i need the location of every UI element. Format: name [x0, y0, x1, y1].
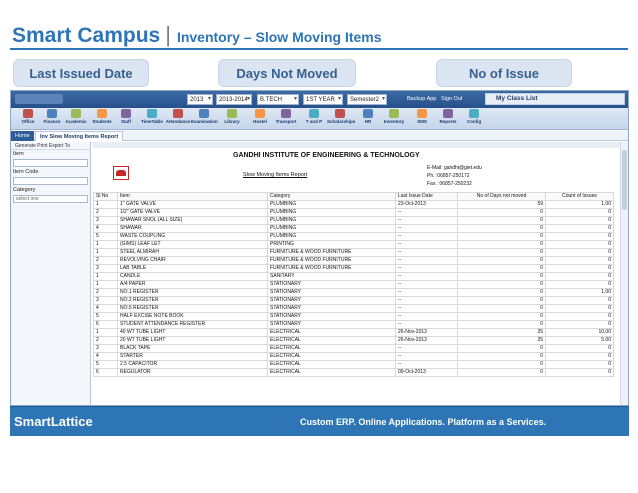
cell-item: 20 WT TUBE LIGHT: [118, 337, 268, 345]
tandp-icon: [309, 109, 319, 118]
cell-count-of-issues: 0: [546, 249, 614, 257]
cell-category: PLUMBING: [268, 201, 396, 209]
cell-item: WASTE COUPLING: [118, 233, 268, 241]
cell-days-not-moved: 0: [458, 233, 546, 241]
finance-icon: [47, 109, 57, 118]
hostel-icon: [255, 109, 265, 118]
cell-sl-no: 6: [94, 321, 118, 329]
hr-icon: [363, 109, 373, 118]
table-row: [94, 361, 614, 369]
cell-category: ELECTRICAL: [268, 345, 396, 353]
session-select[interactable]: 2013-2014 ▾: [216, 94, 252, 105]
cell-days-not-moved: 59: [458, 201, 546, 209]
cell-last-issue-date: --: [396, 257, 458, 265]
sign-out-button[interactable]: Sign Out: [441, 96, 463, 102]
cell-last-issue-date: --: [396, 209, 458, 217]
footer-brand: SmartLattice: [14, 414, 93, 429]
table-row: [94, 353, 614, 361]
vertical-scrollbar[interactable]: [620, 142, 628, 406]
cell-category: STATIONARY: [268, 281, 396, 289]
cell-sl-no: 1: [94, 201, 118, 209]
cell-last-issue-date: --: [396, 353, 458, 361]
cell-last-issue-date: --: [396, 305, 458, 313]
report-toolbar: [93, 142, 621, 148]
cell-count-of-issues: 0: [546, 209, 614, 217]
table-row: [94, 257, 614, 265]
attendance-icon: [173, 109, 183, 118]
cell-sl-no: 5: [94, 313, 118, 321]
filter-sidebar: [11, 142, 91, 406]
toolbar-attendance-button[interactable]: [165, 109, 191, 129]
toolbar-label: Library: [224, 119, 240, 124]
cell-item: 1" GATE VALVE: [118, 201, 268, 209]
cell-category: ELECTRICAL: [268, 369, 396, 377]
toolbar-academic-button[interactable]: [63, 109, 89, 129]
contact-email: E-Mail: gandhi@giet.edu: [427, 165, 482, 171]
tab-strip: [11, 131, 629, 141]
item-label: Item: [13, 151, 24, 157]
cell-item: HALF EXCISE NOTE BOOK: [118, 313, 268, 321]
title-separator: |: [165, 22, 171, 47]
toolbar-label: Students: [92, 119, 112, 124]
table-row: [94, 209, 614, 217]
office-icon: [23, 109, 33, 118]
cell-count-of-issues: 5.00: [546, 337, 614, 345]
table-row: [94, 289, 614, 297]
toolbar-label: Hostel: [253, 119, 267, 124]
cell-last-issue-date: --: [396, 225, 458, 233]
category-label: Category: [13, 187, 36, 193]
cell-category: STATIONARY: [268, 297, 396, 305]
toolbar-hr-button[interactable]: [355, 109, 381, 129]
cell-sl-no: 1: [94, 273, 118, 281]
cell-count-of-issues: 0: [546, 273, 614, 281]
table-row: [94, 329, 614, 337]
cell-item: STUDENT ATTENDANCE REGISTER: [118, 321, 268, 329]
cell-sl-no: 2: [94, 257, 118, 265]
toolbar-label: TimeTable: [141, 119, 163, 124]
cell-count-of-issues: 0: [546, 313, 614, 321]
semester-select[interactable]: Semester2 ▾: [347, 94, 387, 105]
table-row: [94, 249, 614, 257]
cell-item: BLACK TAPE: [118, 345, 268, 353]
app-logo: [15, 94, 63, 104]
cell-days-not-moved: 0: [458, 241, 546, 249]
toolbar-staff-button[interactable]: [113, 109, 139, 129]
cell-count-of-issues: 0: [546, 281, 614, 289]
sms-icon: [417, 109, 427, 118]
cell-item: SHAWAR: [118, 225, 268, 233]
col-category: Category: [268, 193, 396, 201]
cell-days-not-moved: 0: [458, 257, 546, 265]
reports-icon: [443, 109, 453, 118]
tab-slow-moving-report[interactable]: Inv Slow Moving Items Report: [35, 131, 123, 141]
cell-count-of-issues: 0: [546, 265, 614, 273]
cell-last-issue-date: --: [396, 345, 458, 353]
col-item: Item: [118, 193, 268, 201]
table-row: [94, 281, 614, 289]
item-code-input[interactable]: [13, 177, 88, 185]
cell-last-issue-date: --: [396, 361, 458, 369]
item-code-label: Item Code: [13, 169, 39, 175]
cell-last-issue-date: --: [396, 265, 458, 273]
cell-item: 1/2" GATE VALVE: [118, 209, 268, 217]
table-header-row: [94, 193, 614, 201]
cell-item: CANDLE: [118, 273, 268, 281]
toolbar-label: Office: [21, 119, 35, 124]
institute-logo-icon: [113, 166, 129, 180]
academic-icon: [71, 109, 81, 118]
my-class-list[interactable]: My Class List: [485, 93, 625, 105]
cell-count-of-issues: 0: [546, 241, 614, 249]
scholarships-icon: [335, 109, 345, 118]
cell-category: ELECTRICAL: [268, 353, 396, 361]
cell-item: NO.2 REGISTER: [118, 297, 268, 305]
cell-days-not-moved: 0: [458, 273, 546, 281]
cell-days-not-moved: 0: [458, 249, 546, 257]
header-divider: [10, 48, 628, 50]
toolbar-office-button[interactable]: [15, 109, 41, 129]
inventory-icon: [389, 109, 399, 118]
cell-item: 2.5 CAPACITOR: [118, 361, 268, 369]
cell-last-issue-date: --: [396, 273, 458, 281]
table-row: [94, 265, 614, 273]
footer-tagline: Custom ERP. Online Applications. Platform as a Services.: [300, 417, 547, 427]
cell-item: STARTER: [118, 353, 268, 361]
cell-last-issue-date: --: [396, 249, 458, 257]
cell-sl-no: 1: [94, 281, 118, 289]
cell-count-of-issues: 0: [546, 217, 614, 225]
cell-category: ELECTRICAL: [268, 337, 396, 345]
cell-last-issue-date: --: [396, 313, 458, 321]
cell-count-of-issues: 0: [546, 345, 614, 353]
cell-days-not-moved: 0: [458, 305, 546, 313]
cell-sl-no: 5: [94, 361, 118, 369]
toolbar-students-button[interactable]: [89, 109, 115, 129]
table-row: [94, 305, 614, 313]
toolbar-label: Examination: [191, 119, 218, 124]
cell-days-not-moved: 0: [458, 209, 546, 217]
cell-category: STATIONARY: [268, 321, 396, 329]
cell-count-of-issues: 0: [546, 297, 614, 305]
cell-item: NO.1 REGISTER: [118, 289, 268, 297]
cell-count-of-issues: 1.00: [546, 201, 614, 209]
report-title: Slow Moving Items Report: [243, 172, 308, 178]
toolbar-label: Finance: [43, 119, 61, 124]
cell-days-not-moved: 0: [458, 345, 546, 353]
institute-name: GANDHI INSTITUTE OF ENGINEERING & TECHNOLOGY: [233, 152, 420, 159]
examination-icon: [199, 109, 209, 118]
col-days-not-moved: No of Days not moved: [458, 193, 546, 201]
cell-sl-no: 1: [94, 249, 118, 257]
cell-sl-no: 2: [94, 289, 118, 297]
page-subtitle: Inventory – Slow Moving Items: [176, 29, 382, 45]
contact-phone: Ph. :06857-250172: [427, 173, 470, 179]
cell-count-of-issues: 0: [546, 225, 614, 233]
cell-days-not-moved: 0: [458, 321, 546, 329]
library-icon: [227, 109, 237, 118]
cell-last-issue-date: --: [396, 321, 458, 329]
cell-category: PLUMBING: [268, 209, 396, 217]
cell-category: PLUMBING: [268, 217, 396, 225]
cell-item: (GIMS) LEAF LET: [118, 241, 268, 249]
cell-sl-no: 6: [94, 369, 118, 377]
toolbar-transport-button[interactable]: [273, 109, 299, 129]
module-toolbar: [11, 108, 629, 130]
app-topbar: [11, 91, 629, 108]
cell-sl-no: 3: [94, 265, 118, 273]
toolbar-library-button[interactable]: [219, 109, 245, 129]
brand-title: Smart Campus: [12, 24, 161, 47]
cell-count-of-issues: 0: [546, 257, 614, 265]
cell-days-not-moved: 25: [458, 337, 546, 345]
cell-sl-no: 3: [94, 217, 118, 225]
contact-fax: Fax. :06857-250232: [427, 181, 472, 187]
cell-count-of-issues: 0: [546, 233, 614, 241]
tab-home[interactable]: Home: [11, 131, 34, 141]
toolbar-label: Transport: [275, 119, 297, 124]
toolbar-label: Staff: [121, 119, 131, 124]
app-screenshot: [10, 90, 629, 406]
col-count-of-issues: Count of Issues: [546, 193, 614, 201]
cell-last-issue-date: --: [396, 233, 458, 241]
toolbar-label: Inventory: [383, 119, 405, 124]
transport-icon: [281, 109, 291, 118]
cell-last-issue-date: 23-Oct-2013: [396, 201, 458, 209]
table-row: [94, 201, 614, 209]
cell-days-not-moved: 0: [458, 297, 546, 305]
timetable-icon: [147, 109, 157, 118]
table-row: [94, 297, 614, 305]
pill-no-of-issue: No of Issue: [436, 59, 572, 87]
cell-category: PLUMBING: [268, 225, 396, 233]
cell-days-not-moved: 0: [458, 313, 546, 321]
slide-header: [12, 22, 382, 50]
table-row: [94, 273, 614, 281]
cell-days-not-moved: 0: [458, 281, 546, 289]
toolbar-label: Reports: [439, 119, 457, 124]
cell-last-issue-date: --: [396, 281, 458, 289]
cell-days-not-moved: 25: [458, 329, 546, 337]
cell-last-issue-date: --: [396, 241, 458, 249]
toolbar-tandp-button[interactable]: [301, 109, 327, 129]
cell-last-issue-date: 26-Nov-2013: [396, 337, 458, 345]
table-row: [94, 369, 614, 377]
cell-category: SANITARY: [268, 273, 396, 281]
toolbar-timetable-button[interactable]: [139, 109, 165, 129]
toolbar-inventory-button[interactable]: [381, 109, 407, 129]
scroll-thumb[interactable]: [622, 150, 627, 210]
toolbar-label: SMS: [417, 119, 427, 124]
cell-item: SHAWAR SNOL (ALL SIZE): [118, 217, 268, 225]
cell-count-of-issues: 0: [546, 353, 614, 361]
cell-sl-no: 2: [94, 337, 118, 345]
toolbar-config-button[interactable]: [461, 109, 487, 129]
toolbar-label: Attendance: [165, 119, 191, 124]
backup-app-button[interactable]: Backup App: [407, 96, 437, 102]
report-viewer: [93, 142, 621, 406]
table-row: [94, 345, 614, 353]
cell-sl-no: 4: [94, 353, 118, 361]
cell-last-issue-date: --: [396, 289, 458, 297]
cell-sl-no: 4: [94, 305, 118, 313]
cell-category: ELECTRICAL: [268, 329, 396, 337]
toolbar-examination-button[interactable]: [191, 109, 217, 129]
toolbar-hostel-button[interactable]: [247, 109, 273, 129]
toolbar-label: Config: [466, 119, 482, 124]
students-icon: [97, 109, 107, 118]
cell-item: REGULATOR: [118, 369, 268, 377]
cell-days-not-moved: 0: [458, 217, 546, 225]
year-level-select[interactable]: 1ST YEAR ▾: [303, 94, 343, 105]
pill-last-issued-date: Last Issued Date: [13, 59, 149, 87]
cell-category: PLUMBING: [268, 233, 396, 241]
cell-item: REVOLVING CHAIR: [118, 257, 268, 265]
cell-last-issue-date: --: [396, 297, 458, 305]
year-select[interactable]: 2013 ▾: [187, 94, 213, 105]
cell-last-issue-date: 09-Oct-2013: [396, 369, 458, 377]
cell-days-not-moved: 0: [458, 225, 546, 233]
cell-sl-no: 4: [94, 225, 118, 233]
cell-sl-no: 2: [94, 209, 118, 217]
table-row: [94, 337, 614, 345]
slow-moving-items-table: [93, 192, 614, 377]
cell-count-of-issues: 0: [546, 305, 614, 313]
cell-days-not-moved: 0: [458, 369, 546, 377]
cell-item: LAB TABLE: [118, 265, 268, 273]
staff-icon: [121, 109, 131, 118]
cell-count-of-issues: 0: [546, 361, 614, 369]
cell-days-not-moved: 0: [458, 361, 546, 369]
cell-category: FURNITURE & WOOD FURNITURE: [268, 265, 396, 273]
toolbar-sms-button[interactable]: [409, 109, 435, 129]
table-row: [94, 217, 614, 225]
col-last-issue-date: Last Issue Date: [396, 193, 458, 201]
cell-sl-no: 3: [94, 345, 118, 353]
toolbar-finance-button[interactable]: [39, 109, 65, 129]
table-row: [94, 233, 614, 241]
cell-category: FURNITURE & WOOD FURNITURE: [268, 257, 396, 265]
cell-days-not-moved: 0: [458, 265, 546, 273]
category-select[interactable]: select one: [13, 195, 88, 203]
cell-days-not-moved: 0: [458, 289, 546, 297]
contact-block: [427, 164, 482, 188]
toolbar-scholarships-button[interactable]: [327, 109, 356, 129]
toolbar-reports-button[interactable]: [435, 109, 461, 129]
cell-count-of-issues: 1.00: [546, 289, 614, 297]
cell-count-of-issues: 10.00: [546, 329, 614, 337]
toolbar-label: Scholarships: [327, 119, 356, 124]
col-sl-no: Sl No: [94, 193, 118, 201]
cell-days-not-moved: 0: [458, 353, 546, 361]
cell-category: PRINTING: [268, 241, 396, 249]
pill-days-not-moved: Days Not Moved: [218, 59, 356, 87]
table-row: [94, 313, 614, 321]
cell-category: ELECTRICAL: [268, 361, 396, 369]
toolbar-label: Academic: [65, 119, 87, 124]
cell-last-issue-date: 26-Nov-2013: [396, 329, 458, 337]
toolbar-label: T and P: [305, 119, 323, 124]
cell-count-of-issues: 0: [546, 369, 614, 377]
cell-item: NO.5 REGISTER: [118, 305, 268, 313]
cell-sl-no: 5: [94, 233, 118, 241]
cell-category: FURNITURE & WOOD FURNITURE: [268, 249, 396, 257]
cell-category: STATIONARY: [268, 289, 396, 297]
cell-item: 40 WT TUBE LIGHT: [118, 329, 268, 337]
report-tools[interactable]: Generate Print Export To: [11, 142, 90, 150]
config-icon: [469, 109, 479, 118]
cell-category: STATIONARY: [268, 313, 396, 321]
item-input[interactable]: [13, 159, 88, 167]
cell-item: STEEL ALMIRAH: [118, 249, 268, 257]
table-row: [94, 225, 614, 233]
table-row: [94, 321, 614, 329]
footer-bar: [10, 406, 629, 436]
cell-category: STATIONARY: [268, 305, 396, 313]
cell-count-of-issues: 0: [546, 321, 614, 329]
cell-last-issue-date: --: [396, 217, 458, 225]
cell-sl-no: 1: [94, 241, 118, 249]
table-row: [94, 241, 614, 249]
cell-sl-no: 1: [94, 329, 118, 337]
course-select[interactable]: B.TECH ▾: [257, 94, 299, 105]
cell-item: A/4 PAPER: [118, 281, 268, 289]
toolbar-label: HR: [364, 119, 372, 124]
cell-sl-no: 3: [94, 297, 118, 305]
